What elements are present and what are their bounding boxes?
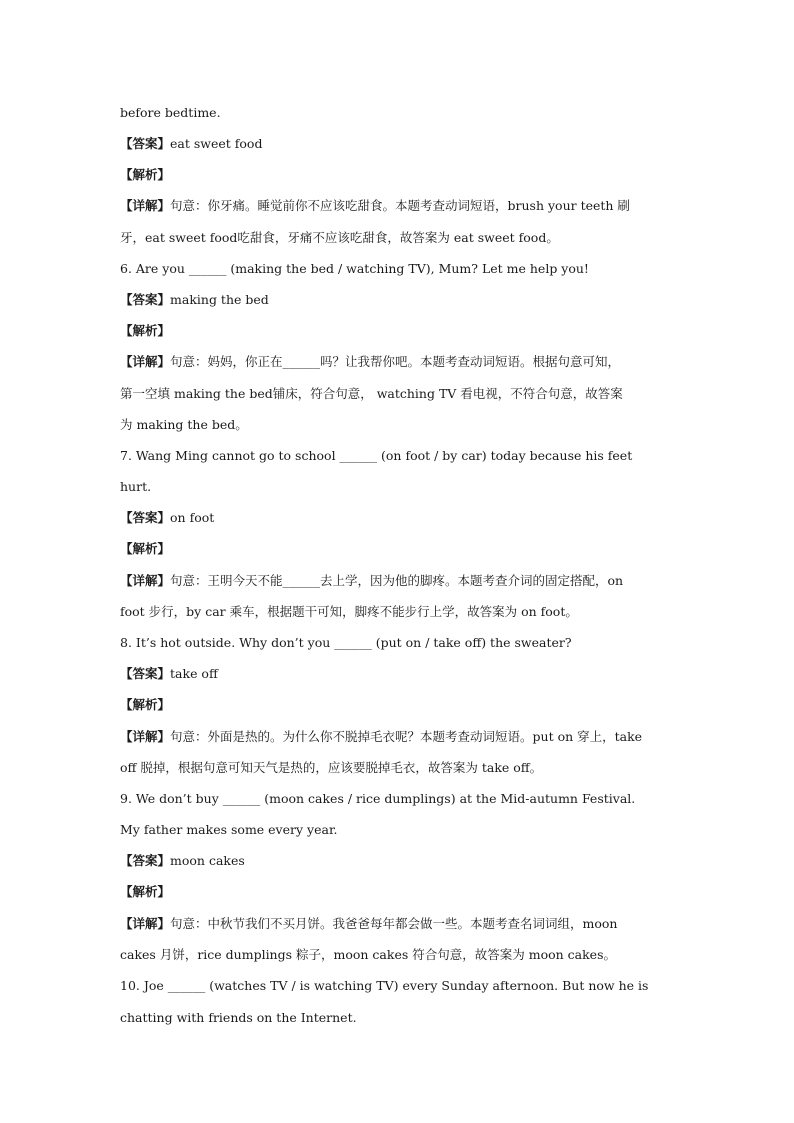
question-text: 7. Wang Ming cannot go to school ______ (on foot / by car) today because his feet (120, 448, 633, 463)
detail-text: 句意：你牙痛。睡觉前你不应该吃甜食。本题考查动词短语，brush your teeth 刷 (170, 198, 630, 213)
answer-line (120, 852, 680, 870)
answer-text: take off (170, 666, 218, 681)
question-line (120, 634, 680, 652)
detail-text: 句意：中秋节我们不买月饼。我爸爸每年都会做一些。本题考查名词词组，moon (170, 916, 618, 931)
answer-text: making the bed (170, 292, 269, 307)
answer-label: 【答案】 (120, 292, 171, 307)
question-text: 10. Joe ______ (watches TV / is watching TV) every Sunday afternoon. But now he is (120, 978, 649, 993)
detail-label: 【详解】 (120, 354, 171, 369)
analysis-line (120, 322, 680, 340)
answer-line (120, 135, 680, 153)
detail-text: 句意：王明今天不能______去上学，因为他的脚疼。本题考查介词的固定搭配，on (170, 573, 624, 588)
detail-label: 【详解】 (120, 573, 171, 588)
detail-text: 句意：妈妈，你正在______吗？让我帮你吧。本题考查动词短语。根据句意可知， (170, 354, 621, 369)
line-text: My father makes some every year. (120, 822, 338, 837)
analysis-line (120, 166, 680, 184)
detail-line (120, 728, 680, 746)
detail-text: 句意：外面是热的。为什么你不脱掉毛衣呢？本题考查动词短语。put on 穿上，take (170, 729, 643, 744)
analysis-line (120, 540, 680, 558)
line-text: off 脱掉，根据句意可知天气是热的，应该要脱掉毛衣，故答案为 take off。 (120, 760, 543, 775)
analysis-label: 【解析】 (120, 167, 171, 182)
line-text: 牙，eat sweet food吃甜食，牙痛不应该吃甜食，故答案为 eat sweet food。 (120, 230, 559, 245)
text-line (120, 759, 680, 777)
question-line (120, 447, 680, 465)
question-line (120, 790, 680, 808)
detail-line (120, 915, 680, 933)
detail-line (120, 197, 680, 215)
text-line (120, 104, 680, 122)
text-line (120, 1009, 680, 1027)
line-text: hurt. (120, 479, 152, 494)
detail-line (120, 353, 680, 371)
analysis-label: 【解析】 (120, 697, 171, 712)
answer-text: on foot (170, 510, 215, 525)
detail-label: 【详解】 (120, 916, 171, 931)
answer-label: 【答案】 (120, 510, 171, 525)
answer-label: 【答案】 (120, 666, 171, 681)
answer-line (120, 291, 680, 309)
question-text: 8. It’s hot outside. Why don’t you ______ (put on / take off) the sweater? (120, 635, 572, 650)
answer-label: 【答案】 (120, 853, 171, 868)
text-line (120, 416, 680, 434)
line-text: cakes 月饼，rice dumplings 粽子，moon cakes 符合句意，故答案为 moon cakes。 (120, 947, 616, 962)
question-text: 9. We don’t buy ______ (moon cakes / rice dumplings) at the Mid-autumn Festival. (120, 791, 636, 806)
text-line (120, 478, 680, 496)
text-line (120, 229, 680, 247)
text-line (120, 821, 680, 839)
answer-text: moon cakes (170, 853, 245, 868)
answer-text: eat sweet food (170, 136, 263, 151)
analysis-line (120, 883, 680, 901)
answer-label: 【答案】 (120, 136, 171, 151)
line-text: before bedtime. (120, 105, 221, 120)
answer-line (120, 509, 680, 527)
detail-label: 【详解】 (120, 198, 171, 213)
line-text: 第一空填 making the bed铺床，符合句意， watching TV 看电视，不符合句意，故答案 (120, 386, 623, 401)
line-text: foot 步行，by car 乘车，根据题干可知，脚疼不能步行上学，故答案为 on foot。 (120, 604, 578, 619)
text-line (120, 385, 680, 403)
text-line (120, 946, 680, 964)
analysis-label: 【解析】 (120, 884, 171, 899)
analysis-label: 【解析】 (120, 541, 171, 556)
analysis-line (120, 696, 680, 714)
text-line (120, 603, 680, 621)
question-text: 6. Are you ______ (making the bed / watching TV), Mum? Let me help you! (120, 261, 589, 276)
detail-line (120, 572, 680, 590)
question-line (120, 260, 680, 278)
question-line (120, 977, 680, 995)
analysis-label: 【解析】 (120, 323, 171, 338)
detail-label: 【详解】 (120, 729, 171, 744)
answer-line (120, 665, 680, 683)
line-text: chatting with friends on the Internet. (120, 1010, 357, 1025)
line-text: 为 making the bed。 (120, 417, 248, 432)
